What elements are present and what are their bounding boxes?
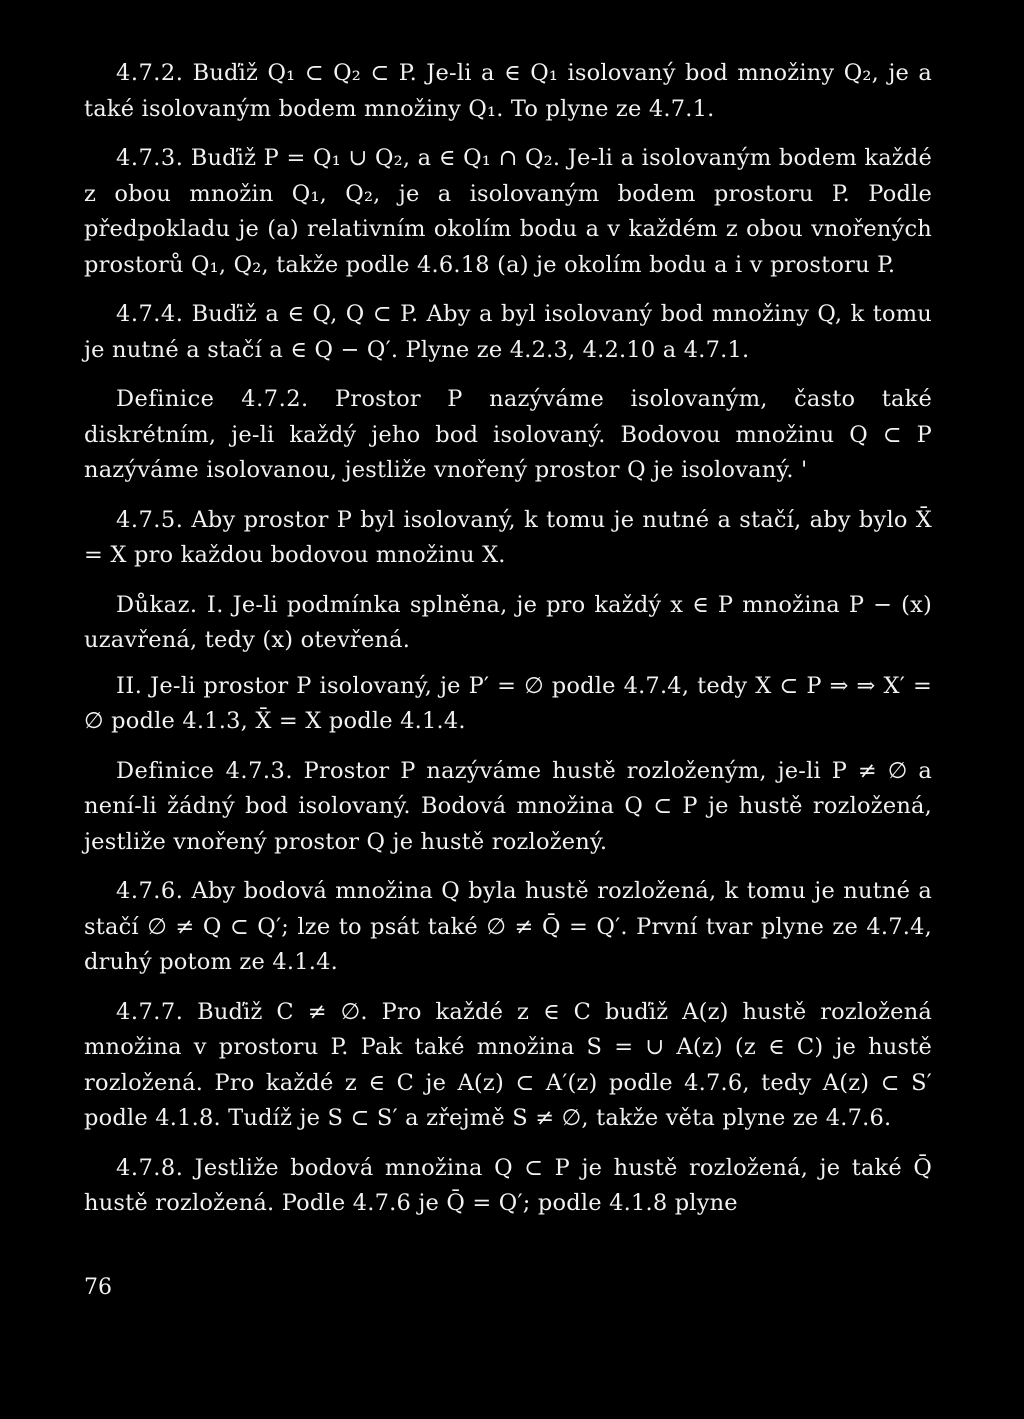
- proof-part-2: [84, 669, 932, 740]
- paragraph-text: Aby prostor P byl isolovaný, k tomu je nutné a stačí, aby bylo X̄ = X pro každou bodovou množinu X.: [84, 506, 932, 568]
- paragraph-4-7-4: [84, 297, 932, 368]
- definition-text: Prostor P nazýváme hustě rozloženým, je-li P ≠ ∅ a není-li žádný bod isolovaný. Bodová množina Q ⊂ P je hustě rozložená, jestliže vnořený prostor Q je hustě rozložený.: [84, 757, 932, 855]
- definition-label: Definice 4.7.3.: [116, 757, 294, 784]
- page-number: 76: [84, 1275, 112, 1300]
- proof-text: Je-li prostor P isolovaný, je P′ = ∅ podle 4.7.4, tedy X ⊂ P ⇒ ⇒ X′ = ∅ podle 4.1.3, X̄ = X podle 4.1.4.: [84, 672, 932, 734]
- definition-label: Definice 4.7.2.: [116, 386, 309, 412]
- paragraph-4-7-3: [84, 141, 932, 283]
- paragraph-label: 4.7.3.: [116, 145, 184, 171]
- paragraph-text: Buďiž Q₁ ⊂ Q₂ ⊂ P. Je-li a ∈ Q₁ isolovaný bod množiny Q₂, je a také isolovaným bodem množiny Q₁. To plyne ze 4.7.1.: [84, 60, 932, 122]
- paragraph-4-7-7: [84, 995, 932, 1137]
- proof-text: Je-li podmínka splněna, je pro každý x ∈ P množina P − (x) uzavřená, tedy (x) otevřená.: [84, 591, 932, 653]
- proof-label: II.: [116, 672, 143, 699]
- page-body: [84, 56, 932, 1236]
- paragraph-label: 4.7.6.: [116, 878, 184, 904]
- paragraph-label: 4.7.5.: [116, 506, 184, 533]
- definition-text: Prostor P nazýváme isolovaným, často také diskrétním, je-li každý jeho bod isolovaný. Bodovou množinu Q ⊂ P nazýváme isolovanou, jestliže vnořený prostor Q je isolovaný. ': [84, 386, 932, 483]
- paragraph-label: 4.7.4.: [116, 301, 184, 327]
- paragraph-label: 4.7.8.: [116, 1154, 184, 1181]
- paragraph-text: Buďiž P = Q₁ ∪ Q₂, a ∈ Q₁ ∩ Q₂. Je-li a isolovaným bodem každé z obou množin Q₁, Q₂, je a isolovaným bodem prostoru P. Podle předpokladu je (a) relativním okolím bodu a v každém z obou vnořených prostorů Q₁, Q₂, takže podle 4.6.18 (a) je okolím bodu a i v prostoru P.: [84, 145, 932, 278]
- paragraph-4-7-6: [84, 874, 932, 981]
- paragraph-text: Buďiž C ≠ ∅. Pro každé z ∈ C buďiž A(z) hustě rozložená množina v prostoru P. Pak také množina S = ∪ A(z) (z ∈ C) je hustě rozložená. Pro každé z ∈ C je A(z) ⊂ A′(z) podle 4.7.6, tedy A(z) ⊂ S′ podle 4.1.8. Tudíž je S ⊂ S′ a zřejmě S ≠ ∅, takže věta plyne ze 4.7.6.: [84, 998, 932, 1131]
- proof-label: Důkaz. I.: [116, 591, 224, 618]
- paragraph-4-7-5: [84, 503, 932, 574]
- paragraph-text: Jestliže bodová množina Q ⊂ P je hustě rozložená, je také Q̄ hustě rozložená. Podle 4.7.6 je Q̄ = Q′; podle 4.1.8 plyne: [84, 1154, 932, 1216]
- paragraph-4-7-8: [84, 1151, 932, 1222]
- paragraph-4-7-2: [84, 56, 932, 127]
- paragraph-label: 4.7.7.: [116, 998, 184, 1025]
- proof-part-1: [84, 588, 932, 659]
- definition-4-7-3: [84, 754, 932, 861]
- paragraph-text: Aby bodová množina Q byla hustě rozložená, k tomu je nutné a stačí ∅ ≠ Q ⊂ Q′; lze to psát také ∅ ≠ Q̄ = Q′. První tvar plyne ze 4.7.4, druhý potom ze 4.1.4.: [84, 878, 932, 975]
- paragraph-label: 4.7.2.: [116, 60, 184, 86]
- paragraph-text: Buďiž a ∈ Q, Q ⊂ P. Aby a byl isolovaný bod množiny Q, k tomu je nutné a stačí a ∈ Q − Q′. Plyne ze 4.2.3, 4.2.10 a 4.7.1.: [84, 301, 932, 363]
- definition-4-7-2: [84, 382, 932, 489]
